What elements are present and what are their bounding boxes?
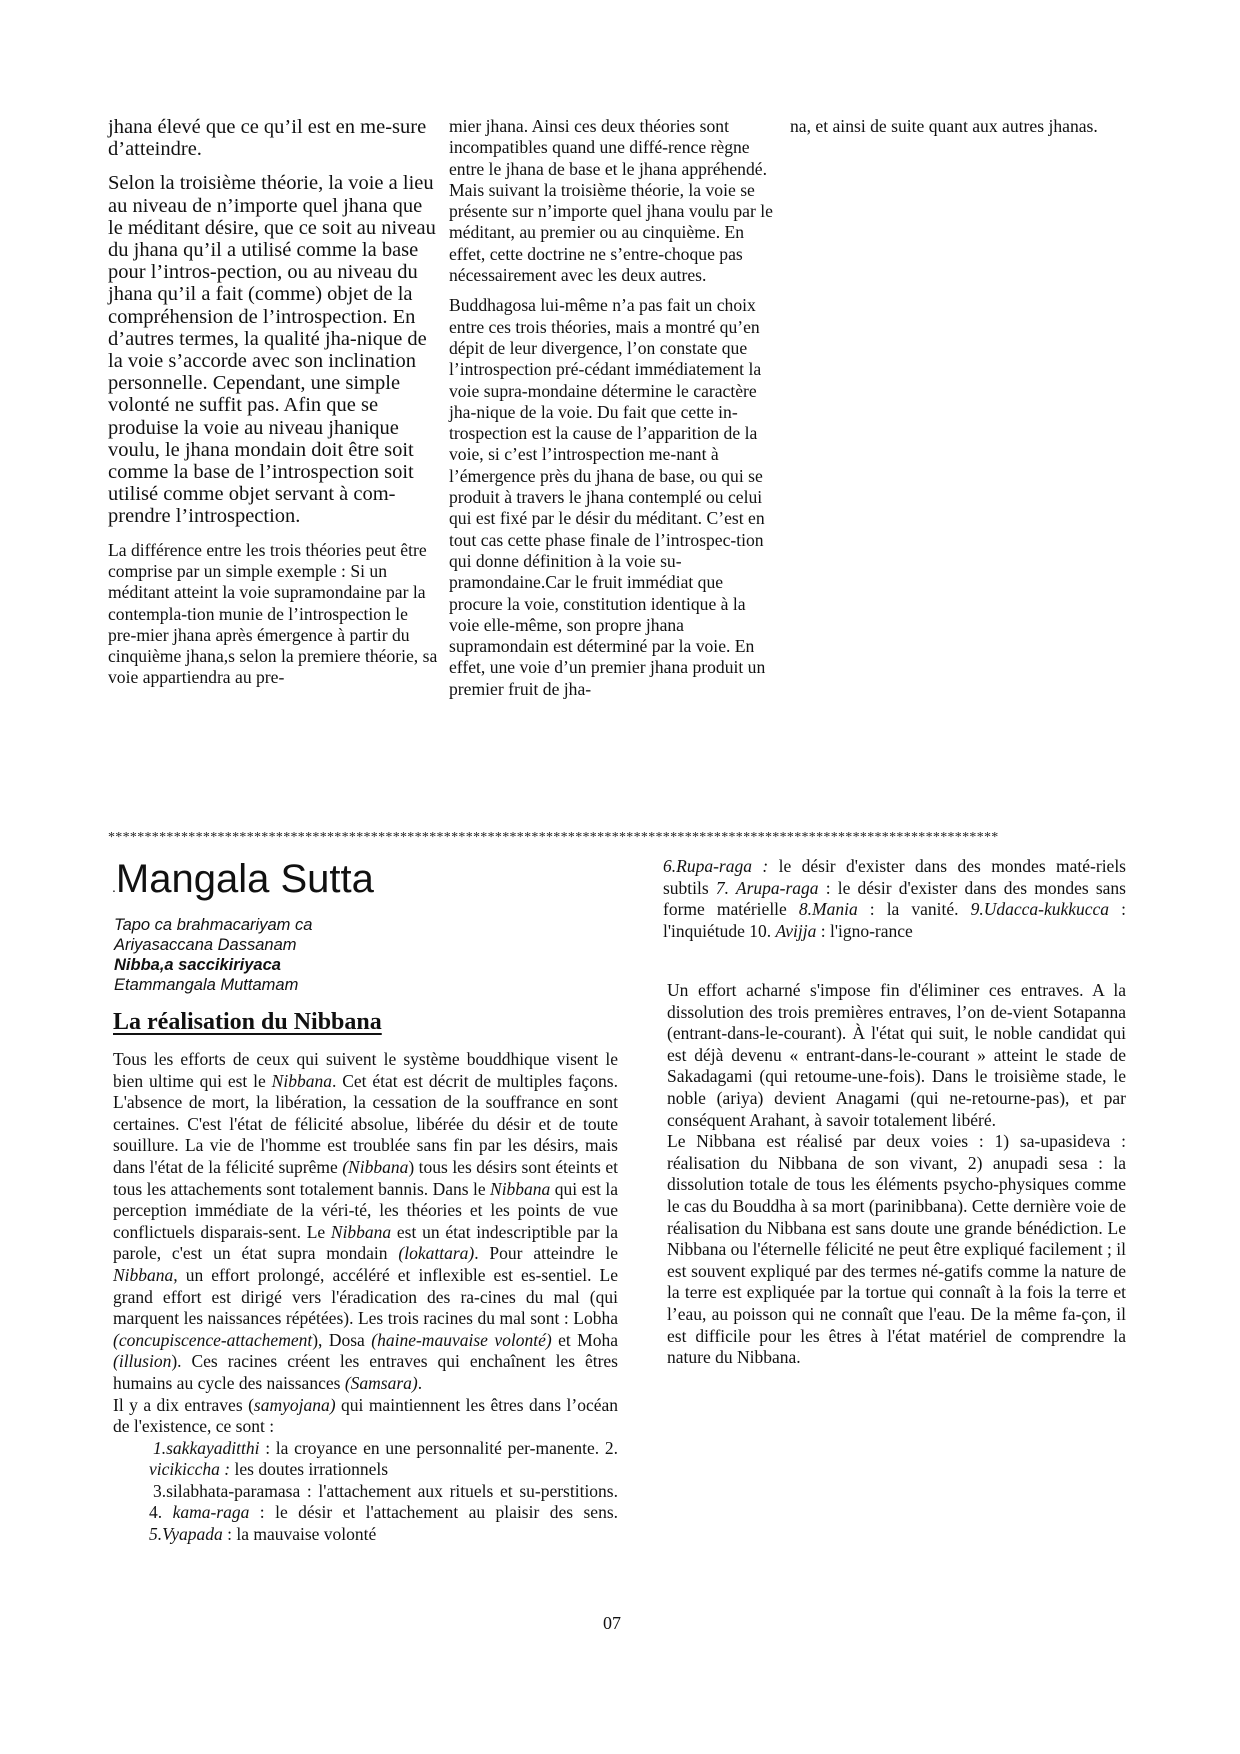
list-item: 1.sakkayaditthi : la croyance en une personnalité per-manente. 2. vicikiccha : les doutes irrationnels [149,1437,618,1480]
section-heading: La réalisation du Nibbana [113,1009,382,1035]
paragraph: La différence entre les trois théories peut être comprise par un simple exemple : Si un méditant atteint la voie supramondaine par la contempla-tion munie de l’introspection le pre-mier jhana après émergence à partir du cinquième jhana,s selon la premiere théorie, sa voie appartiendra au pre- [108,539,438,688]
sutta-title [112,856,374,910]
paragraph: na, et ainsi de suite quant aux autres jhanas. [790,116,1098,136]
column-2 [449,116,777,700]
entraves-list-continued [663,856,1126,942]
paragraph: jhana élevé que ce qu’il est en me-sure d’atteindre. [108,116,427,161]
verse-line: Etammangala Muttamam [114,976,299,994]
verse-line: Tapo ca brahmacariyam ca [114,916,313,934]
column-1 [108,116,438,689]
verse-line: Ariyasaccana Dassanam [114,936,297,954]
paragraph: Le Nibbana est réalisé par deux voies : 1) sa-upasideva : réalisation du Nibbana de son vivant, 2) anupadi sesa : la dissolution totale de tous les éléments psycho-physiques comme le cas du Bouddha à sa mort (parinibbana). Cette dernière voie de réalisation du Nibbana est sans doute une grande bénédiction. Le Nibbana ou l'éternelle félicité ne peut être expliqué facilement ; il est souvent expliqué par des termes né-gatifs comme la nature de la terre est expliquée par la tortue qui connaît à la fois la terre et l’eau, au poisson qui ne connaît que l'eau. De la même fa-çon, il est difficile pour les êtres à l'état matériel de comprendre la nature du Nibbana. [667,1131,1126,1368]
paragraph: Un effort acharné s'impose fin d'éliminer ces entraves. A la dissolution des trois premières entraves, l’on de-vient Sotapanna (entrant-dans-le-courant). À l'état qui suit, le noble candidat qui est déjà devenu « entrant-dans-le-courant » atteint le stade de Sakadagami (qui retoume-une-fois). Dans le troisième stade, le noble (ariya) devient Anagami (qui ne-retourne-pas), et par conséquent Arahant, à savoir totalement libéré. [667,980,1126,1130]
paragraph: Buddhagosa lui-même n’a pas fait un choix entre ces trois théories, mais a montré qu’en dépit de leur divergence, l’on constate que l’introspection pré-cédant immédiatement la voie supra-mondaine détermine le caractère jha-nique de la voie. Du fait que cette in-trospection est la cause de l’apparition de la voie, si c’est l’introspection me-nant à l’émergence près du jhana de base, ou qui se produit à travers le jhana contemplé ou celui qui est fixé par le désir du méditant. C’est en tout cas cette phase finale de l’introspec-tion qui donne définition à la voie su-pramondaine.Car le fruit immédiat que procure la voie, constitution identique à la voie elle-même, son propre jhana supramondain est déterminé par la voie. En effet, une voie d’un premier jhana produit un premier fruit de jha- [449,295,766,699]
verse-line: Nibba,a saccikiriyaca [114,956,281,974]
asterisk-separator: ************************************************************************************************************************** [108,830,999,845]
paragraph: Il y a dix entraves (samyojana) qui maintiennent les êtres dans l’océan de l'existence, ce sont : [113,1394,618,1437]
list-item: 3.silabhata-paramasa : l'attachement aux rituels et su-perstitions. 4. kama-raga : le désir et l'attachement au plaisir des sens. 5.Vyapada : la mauvaise volonté [149,1480,619,1545]
list-item: 6.Rupa-raga : le désir d'exister dans des mondes maté-riels subtils 7. Arupa-raga : le désir d'exister dans des mondes sans forme matérielle 8.Mania : la vanité. 9.Udacca-kukkucca : l'inquiétude 10. Avijja : l'igno-rance [663,856,1126,941]
right-body-column [667,980,1126,1369]
page-number: 07 [603,1613,621,1633]
left-body-column [113,1049,618,1546]
pali-verse [114,915,312,995]
paragraph: Selon la troisième théorie, la voie a lieu au niveau de n’importe quel jhana que le méditant désire, que ce soit au niveau du jhana qu’il a utilisé comme la base pour l’intros-pection, ou au niveau du jhana qu’il a fait (comme) objet de la compréhension de l’introspection. En d’autres termes, la qualité jha-nique de la voie s’accorde avec son inclination personnelle. Cependant, une simple volonté ne suffit pas. Afin que se produise la voie au niveau jhanique voulu, le jhana mondain doit être soit comme la base de l’introspection soit utilisé comme objet servant à com-prendre l’introspection. [108,172,436,528]
column-3 [790,116,1120,137]
title-text: Mangala Sutta [115,857,374,901]
paragraph: mier jhana. Ainsi ces deux théories sont incompatibles quand une diffé-rence règne entre le jhana de base et le jhana appréhendé. Mais suivant la troisième théorie, la voie se présente sur n’importe quel jhana voulu par le méditant, au premier ou au cinquième. En effet, cette doctrine ne s’entre-choque pas nécessairement avec les deux autres. [449,116,773,286]
title-dot: . [112,879,116,895]
paragraph: Tous les efforts de ceux qui suivent le système bouddhique visent le bien ultime qui est le Nibbana. Cet état est décrit de multiples façons. L'absence de mort, la libération, la cessation de la souffrance en sont certaines. C'est l'état de félicité absolue, libérée du désir et de toute souillure. La vie de l'homme est troublée sans fin par les désirs, mais dans l'état de la félicité suprême (Nibbana) tous les désirs sont éteints et tous les attachements sont totalement bannis. Dans le Nibbana qui est la perception immédiate de la véri-té, les théories et les points de vue conflictuels disparais-sent. Le Nibbana est un état indescriptible par la parole, c'est un état supra mondain (lokattara). Pour atteindre le Nibbana, un effort prolongé, accéléré et inflexible est es-sentiel. Le grand effort est dirigé vers l'éradication des ra-cines du mal (qui marquent les naissances répétées). Les trois racines du mal sont : Lobha (concupiscence-attachement), Dosa (haine-mauvaise volonté) et Moha (illusion). Ces racines créent les entraves qui enchaînent les êtres humains au cycle des naissances (Samsara). [113,1049,619,1393]
